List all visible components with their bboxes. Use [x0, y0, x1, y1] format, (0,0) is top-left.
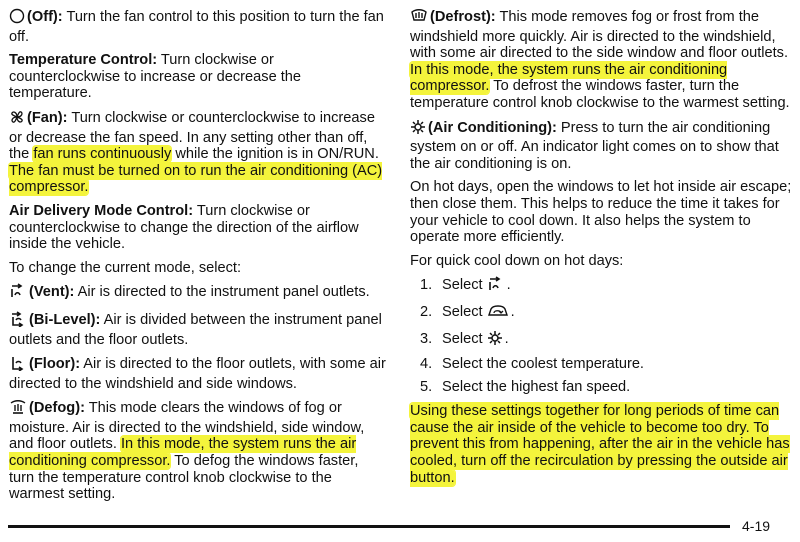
fan-icon [9, 109, 25, 130]
air-delivery-heading: Air Delivery Mode Control: [9, 202, 194, 219]
step-text: Select the highest fan speed. [442, 378, 631, 395]
step-number: 5. [420, 378, 433, 395]
recirculation-icon [487, 303, 509, 324]
ac-text: Press to turn the air conditioning system on or off. An indicator light comes on to show that the air conditioning is on. [410, 119, 779, 172]
step-text: Select [442, 330, 483, 347]
defog-paragraph [9, 399, 387, 503]
temperature-paragraph [9, 52, 387, 102]
bilevel-text: Air is divided between the instrument panel outlets and the floor outlets. [9, 311, 382, 348]
warning-paragraph [410, 403, 792, 486]
defog-text-2: To defog the windows faster, turn the temperature control knob clockwise to the warmest setting. [9, 453, 359, 503]
off-circle-icon [9, 8, 25, 29]
page-number: 4-19 [742, 518, 771, 534]
fan-paragraph [9, 109, 387, 196]
floor-text: Air is directed to the floor outlets, with some air directed to the windshield and side windows. [9, 356, 386, 392]
step-text: Select [442, 303, 483, 320]
fan-text-2: while the ignition is in ON/RUN. [171, 146, 379, 163]
bilevel-icon [9, 311, 27, 332]
defrost-icon [410, 8, 428, 29]
bilevel-heading: (Bi-Level): [29, 311, 101, 328]
step-item [420, 276, 792, 297]
floor-paragraph [9, 355, 387, 392]
step-end: . [506, 277, 511, 294]
air-delivery-paragraph [9, 203, 387, 253]
fan-heading: (Fan): [27, 109, 68, 126]
air-delivery-text: Turn clockwise or counterclockwise to change the direction of the airflow inside the vehicle. [9, 202, 359, 253]
ac-paragraph [410, 119, 792, 173]
vent-paragraph [9, 283, 387, 304]
left-column [9, 8, 387, 510]
hot-days-text: On hot days, open the windows to let hot inside air escape; then close them. This helps to reduce the time it takes for your vehicle to cool down. It also helps the system to operate more efficiently. [410, 179, 792, 246]
step-end: . [510, 303, 515, 320]
off-paragraph [9, 8, 387, 45]
step-item [420, 330, 792, 351]
step-text: Select the coolest temperature. [442, 356, 644, 373]
floor-heading: (Floor): [29, 356, 81, 373]
floor-icon [9, 355, 27, 376]
step-number: 4. [420, 356, 433, 373]
ac-heading: (Air Conditioning): [428, 119, 557, 136]
footer-rule [8, 525, 730, 528]
vent-icon [9, 283, 27, 304]
change-mode-text: To change the current mode, select: [9, 259, 242, 276]
step-item [420, 303, 792, 324]
right-column [410, 8, 792, 493]
air-conditioning-icon [487, 330, 503, 351]
step-item [420, 356, 792, 373]
temperature-heading: Temperature Control: [9, 52, 158, 69]
step-number: 1. [420, 277, 433, 294]
warning-highlight: Using these settings together for long periods of time can cause the air inside of the vehicle to become too dry. To prevent this from happening, after the air in the vehicle has cooled, turn off the recirculation by pressing the outside air button. [410, 403, 790, 486]
bilevel-paragraph [9, 311, 387, 348]
off-heading: (Off): [27, 9, 63, 25]
vent-heading: (Vent): [29, 284, 75, 301]
defrost-text-2: To defrost the windows faster, turn the temperature control knob clockwise to the warmest setting. [410, 78, 790, 111]
step-item [420, 379, 792, 396]
defog-text-1: This mode clears the windows of fog or moisture. Air is directed to the windshield, side window, and floor outlets. [9, 400, 365, 453]
defog-highlight: In this mode, the system runs the air conditioning compressor. [9, 436, 357, 470]
vent-icon [487, 276, 505, 297]
air-conditioning-icon [410, 119, 426, 140]
step-number: 2. [420, 303, 433, 320]
quick-cool-text: For quick cool down on hot days: [410, 252, 624, 269]
defog-heading: (Defog): [29, 400, 85, 417]
step-end: . [504, 330, 509, 347]
vent-text: Air is directed to the instrument panel outlets. [74, 284, 370, 301]
defrost-text-1: This mode removes fog or frost from the windshield more quickly. Air is directed to the windshield, with some air directed to the side window and floor outlets. [410, 9, 789, 62]
defrost-paragraph [410, 8, 792, 112]
defrost-heading: (Defrost): [430, 9, 496, 25]
defog-icon [9, 399, 27, 420]
fan-text-1: Turn clockwise or counterclockwise to increase or decrease the fan speed. In any setting other than off, the [9, 109, 375, 163]
defrost-highlight: In this mode, the system runs the air conditioning compressor. [410, 61, 728, 95]
step-number: 3. [420, 330, 433, 347]
temperature-text: Turn clockwise or counterclockwise to increase or decrease the temperature. [9, 52, 302, 102]
fan-highlight-2: The fan must be turned on to run the air conditioning (AC) compressor. [9, 162, 383, 196]
steps-list [410, 276, 792, 395]
step-text: Select [442, 277, 483, 294]
fan-highlight-1: fan runs continuously [33, 146, 172, 163]
off-text: Turn the fan control to this position to turn the fan off. [9, 9, 384, 45]
